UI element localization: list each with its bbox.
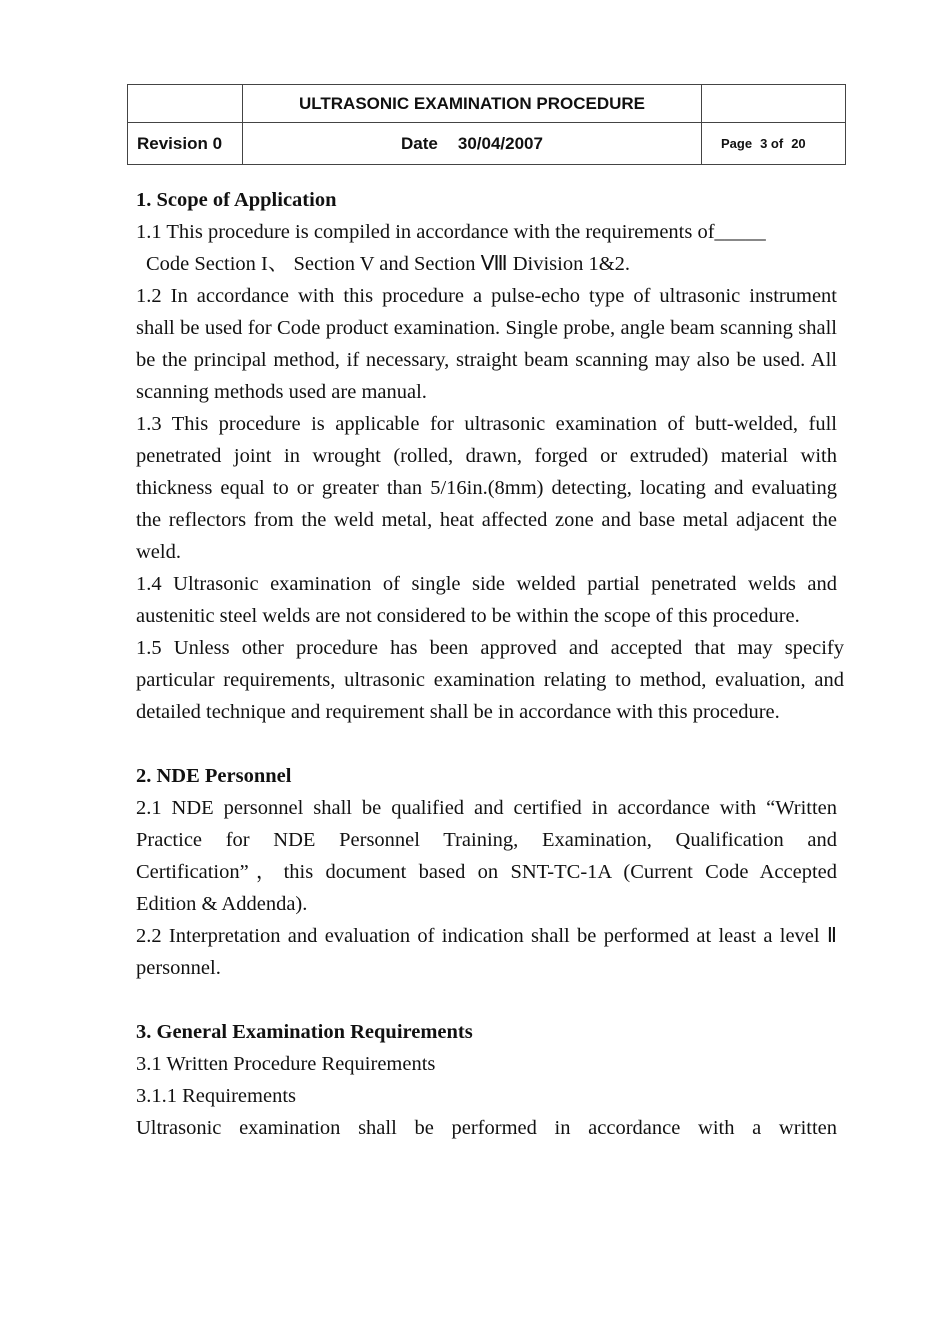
header-blank-left [128,85,243,123]
paragraph-3-1-1-text: Ultrasonic examination shall be performed in accordance with a written [136,1117,837,1139]
paragraph-3-1: 3.1 Written Procedure Requirements [136,1053,436,1075]
page-label: Page [721,136,753,151]
section-3-heading: 3. General Examination Requirements [136,1021,473,1043]
date-value: 30/04/2007 [457,133,543,153]
spacer [136,984,837,1016]
document-title: ULTRASONIC EXAMINATION PROCEDURE [243,85,702,123]
header-blank-right [702,85,846,123]
document-header-table [127,84,846,165]
paragraph-1-3: 1.3 This procedure is applicable for ultrasonic examination of butt-welded, full penetrated joint in wrought (rolled, drawn, forged or extruded) material with thickness equal to or greater than 5/16in.(8mm) detecting, locating and evaluating the reflectors from the weld metal, heat affected zone and base metal adjacent the weld. [136,413,837,563]
page-number-cell [702,123,846,165]
page-total: 20 [791,136,806,151]
paragraph-1-2: 1.2 In accordance with this procedure a pulse-echo type of ultrasonic instrument shall be used for Code product examination. Single probe, angle beam scanning shall be the principal method, if necessary, straight beam scanning may also be used. All scanning methods used are manual. [136,285,837,403]
date-cell [243,123,702,165]
paragraph-1-4: 1.4 Ultrasonic examination of single side welded partial penetrated welds and austenitic steel welds are not considered to be within the scope of this procedure. [136,573,837,627]
paragraph-2-2: 2.2 Interpretation and evaluation of indication shall be performed at least a level Ⅱ personnel. [136,925,837,979]
revision-label: Revision 0 [128,123,243,165]
paragraph-3-1-1: 3.1.1 Requirements [136,1085,296,1107]
paragraph-2-1: 2.1 NDE personnel shall be qualified and certified in accordance with “Written Practice for NDE Personnel Training, Examination, Qualification and Certification”，this document based on SNT-TC-1A (Current Code Accepted Edition & Addenda). [136,797,837,915]
paragraph-1-1-line-2: Code Section I、 Section V and Section Ⅷ Division 1&2. [146,253,631,275]
date-label: Date [401,133,438,153]
section-1-heading: 1. Scope of Application [136,189,337,211]
page-current: 3 of [760,136,784,151]
paragraph-1-1-line-1: 1.1 This procedure is compiled in accordance with the requirements of_____ [136,221,766,243]
document-body [136,184,844,1144]
spacer [136,728,837,760]
paragraph-1-5: 1.5 Unless other procedure has been approved and accepted that may specify particular requirements, ultrasonic examination relating to method, evaluation, and detailed technique and requirement shall be in accordance with this procedure. [136,637,844,723]
section-2-heading: 2. NDE Personnel [136,765,292,787]
